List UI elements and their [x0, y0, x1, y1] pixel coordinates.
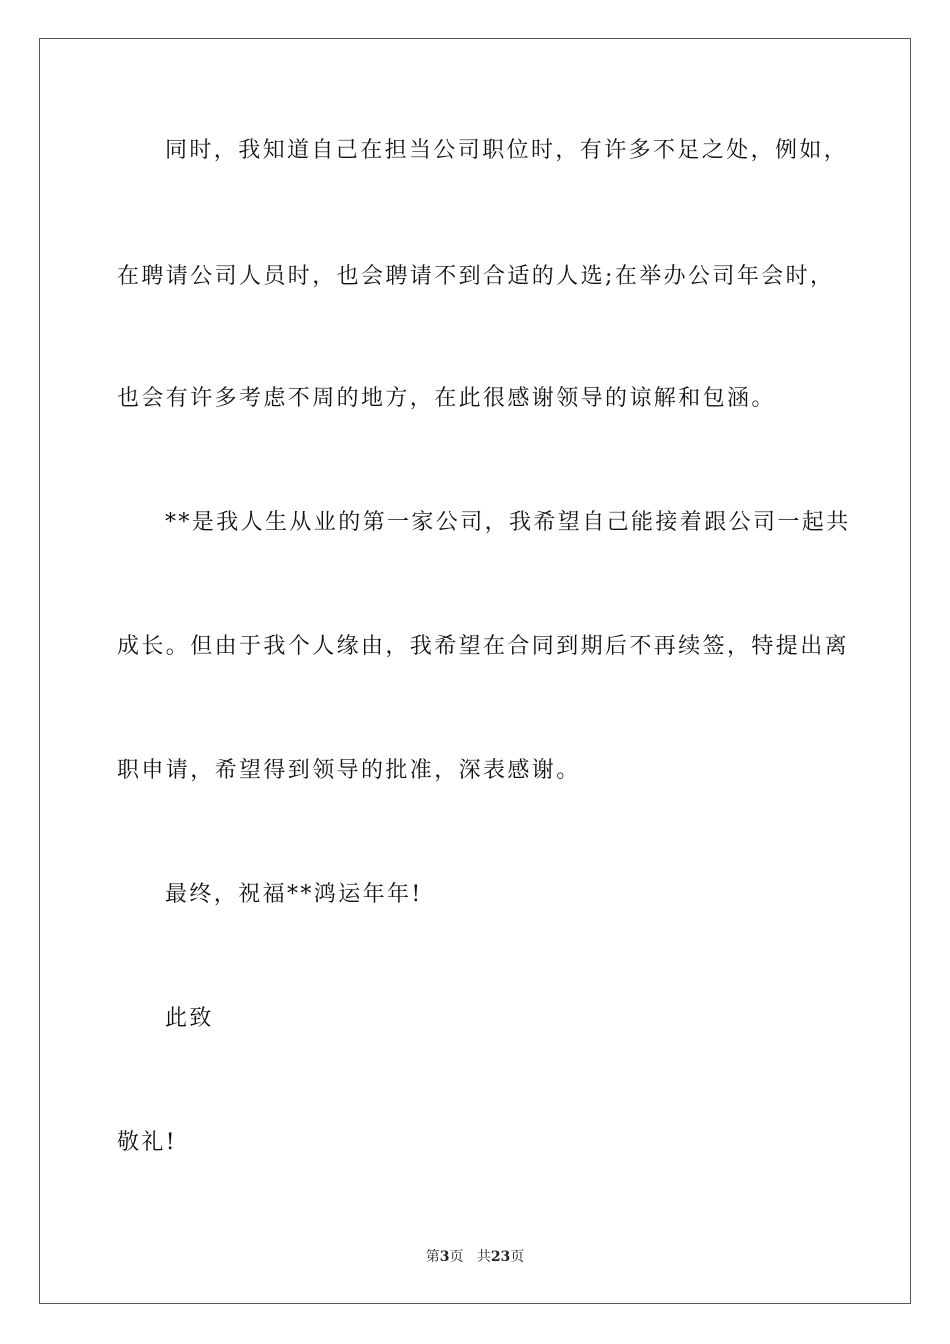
- total-prefix: 共: [476, 1249, 491, 1265]
- salutation-line: 此致: [165, 1006, 214, 1031]
- total-pages: 23: [490, 1249, 511, 1265]
- page-footer: [0, 1247, 950, 1267]
- paragraph-line-3: 也会有许多考虑不周的地方，在此很感谢领导的谅解和包涵。: [117, 386, 776, 411]
- closing-wish-line: 最终，祝福**鸿运年年!: [165, 882, 423, 907]
- page-border: [39, 38, 911, 1304]
- total-suffix: 页: [510, 1249, 525, 1265]
- paragraph-line-6: 职申请，希望得到领导的批准，深表感谢。: [117, 758, 581, 783]
- paragraph-line-1: 同时，我知道自己在担当公司职位时，有许多不足之处，例如，: [165, 138, 849, 163]
- page-prefix: 第: [425, 1249, 440, 1265]
- page-suffix: 页: [449, 1249, 464, 1265]
- page-number: 3: [439, 1249, 450, 1265]
- paragraph-line-2: 在聘请公司人员时，也会聘请不到合适的人选;在举办公司年会时，: [117, 264, 835, 289]
- regards-line: 敬礼!: [117, 1130, 178, 1155]
- paragraph-line-5: 成长。但由于我个人缘由，我希望在合同到期后不再续签，特提出离: [117, 634, 850, 659]
- paragraph-line-4: **是我人生从业的第一家公司，我希望自己能接着跟公司一起共: [165, 510, 851, 535]
